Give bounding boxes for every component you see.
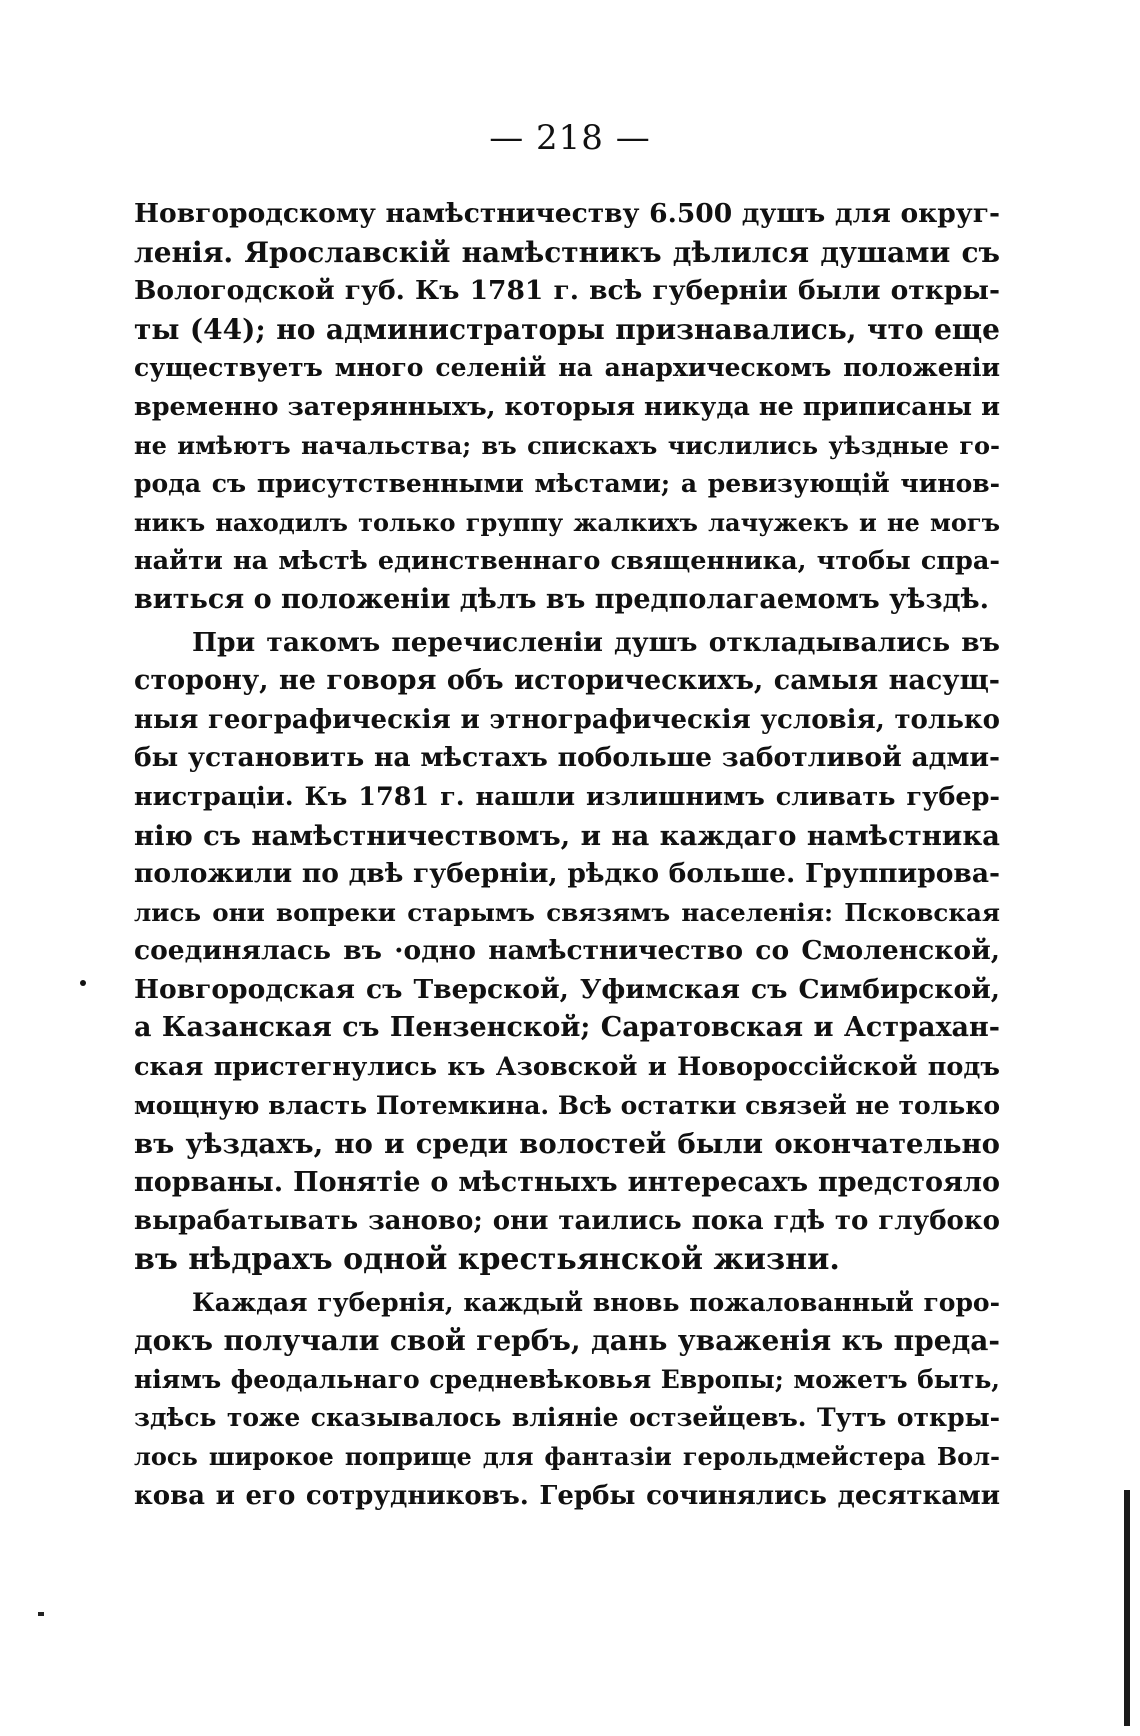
scan-speck [80,980,86,986]
text-line: ныя географическія и этнографическія условія, только [134,704,1000,735]
text-line: Новгородскому намѣстничеству 6.500 душъ для округ- [134,198,1000,229]
text-line: ніямъ феодальнаго средневѣковья Европы; можетъ быть, [134,1364,1000,1394]
text-line: рода съ присутственными мѣстами; а ревизующій чинов- [134,469,1000,499]
page-number: — 218 — [489,118,651,158]
text-line: положили по двѣ губерніи, рѣдко больше. Группирова- [134,858,1000,890]
text-line: лось широкое поприще для фантазіи герольдмейстера Вол- [134,1442,1000,1471]
paragraph-2 [134,624,1000,1280]
text-line: ская пристегнулись къ Азовской и Новороссійской подъ [134,1052,1000,1083]
paragraph-1 [134,195,1000,620]
text-line: въ уѣздахъ, но и среди волостей были окончательно [134,1128,1000,1161]
text-line: здѣсь тоже сказывалось вліяніе остзейцевъ. Тутъ откры- [134,1403,1000,1433]
text-line: никъ находилъ только группу жалкихъ лачужекъ и не могъ [134,507,1000,537]
text-line: вырабатывать заново; они таились пока гдѣ то глубоко [134,1206,1000,1237]
text-line: виться о положеніи дѣлъ въ предполагаемомъ уѣздѣ. [134,583,989,615]
text-line: бы установить на мѣстахъ побольше заботливой адми- [134,742,1000,774]
text-line: не имѣютъ начальства; въ спискахъ числились уѣздные го- [134,430,1000,460]
text-line: ленія. Ярославскій намѣстникъ дѣлился душами съ [134,235,1000,269]
text-line: кова и его сотрудниковъ. Гербы сочинялись десятками [134,1480,1000,1511]
text-body [134,195,1000,1515]
paragraph-3 [134,1284,1000,1516]
text-line: ты (44); но администраторы признавались, что еще [134,312,1000,346]
text-line: Вологодской губ. Къ 1781 г. всѣ губерніи были откры- [134,275,1000,307]
text-line: сторону, не говоря объ историческихъ, самыя насущ- [134,665,1000,697]
text-line: порваны. Понятіе о мѣстныхъ интересахъ предстояло [134,1166,1000,1198]
text-line: нистраціи. Къ 1781 г. нашли излишнимъ сливать губер- [134,781,1000,812]
text-line: въ нѣдрахъ одной крестьянской жизни. [134,1242,840,1278]
text-line: докъ получали свой гербъ, дань уваженія къ преда- [134,1324,1000,1358]
text-line: соединялась въ ·одно намѣстничество со Смоленской, [134,935,1000,967]
text-line: нію съ намѣстничествомъ, и на каждаго намѣстника [134,819,1000,852]
text-line: Каждая губернія, каждый вновь пожалованный горо- [192,1287,1000,1317]
text-line: лись они вопреки старымъ связямъ населенія: Псковская [134,897,1000,927]
text-line: При такомъ перечисленіи душъ откладывались въ [192,626,1000,658]
scan-edge-line [1124,1490,1130,1726]
text-line: Новгородская съ Тверской, Уфимская съ Симбирской, [134,973,1000,1005]
text-line: существуетъ много селеній на анархическомъ положеніи [134,353,1000,383]
text-line: мощную власть Потемкина. Всѣ остатки связей не только [134,1090,1000,1120]
scan-speck [38,1612,44,1616]
text-line: временно затерянныхъ, которыя никуда не приписаны и [134,391,1000,422]
text-line: а Казанская съ Пензенской; Саратовская и Астрахан- [134,1012,1000,1044]
text-line: найти на мѣстѣ единственнаго священника, чтобы спра- [134,546,1000,577]
